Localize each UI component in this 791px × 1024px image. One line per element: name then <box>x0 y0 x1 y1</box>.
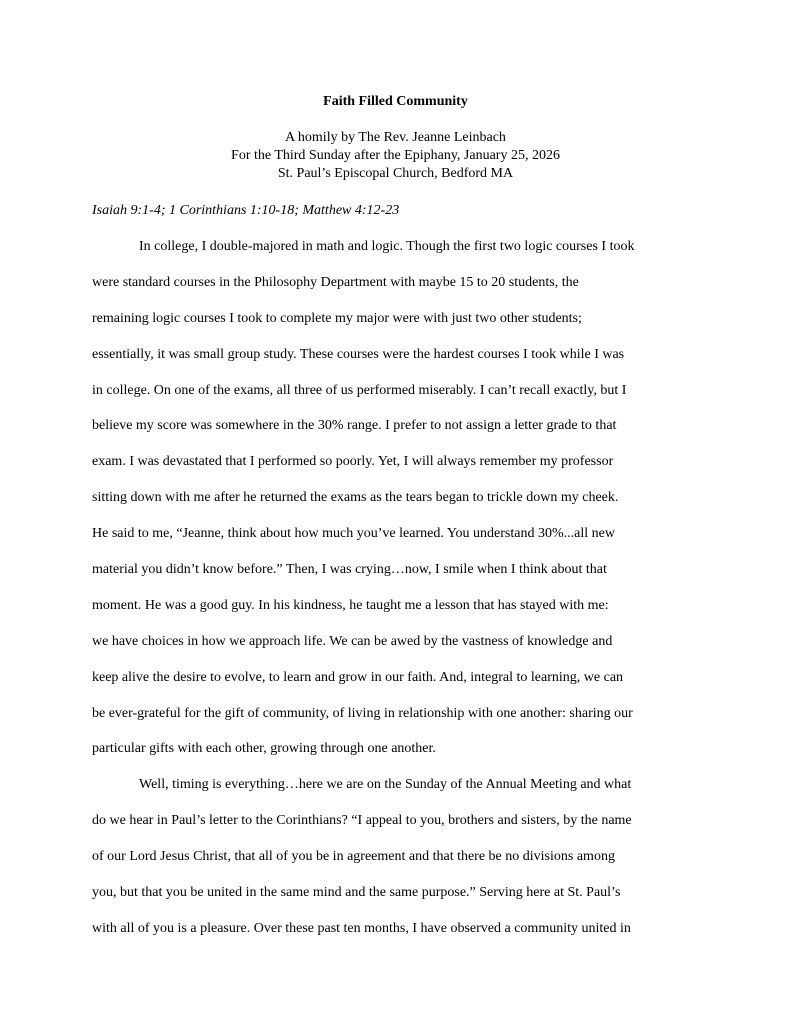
body-line: Well, timing is everything…here we are on the Sunday of the Annual Meeting and what <box>139 777 632 792</box>
body-line: He said to me, “Jeanne, think about how much you’ve learned. You understand 30%...all new <box>92 526 615 541</box>
body-line: material you didn’t know before.” Then, I was crying…now, I smile when I think about that <box>92 562 607 577</box>
body-line: with all of you is a pleasure. Over these past ten months, I have observed a community united in <box>92 921 631 936</box>
byline: A homily by The Rev. Jeanne Leinbach <box>285 130 506 145</box>
body-line: remaining logic courses I took to complete my major were with just two other students; <box>92 311 582 326</box>
body-line: exam. I was devastated that I performed so poorly. Yet, I will always remember my professor <box>92 454 614 469</box>
body-line: In college, I double-majored in math and logic. Though the first two logic courses I took <box>139 239 635 254</box>
body-line: of our Lord Jesus Christ, that all of you be in agreement and that there be no divisions among <box>92 849 615 864</box>
body-line: we have choices in how we approach life. We can be awed by the vastness of knowledge and <box>92 634 613 649</box>
body-line: be ever-grateful for the gift of community, of living in relationship with one another: sharing our <box>92 706 633 721</box>
body-line: you, but that you be united in the same mind and the same purpose.” Serving here at St. Paul’s <box>92 885 621 900</box>
document-title: Faith Filled Community <box>323 94 468 109</box>
body-line: moment. He was a good guy. In his kindness, he taught me a lesson that has stayed with me: <box>92 598 609 613</box>
body-line: keep alive the desire to evolve, to learn and grow in our faith. And, integral to learning, we can <box>92 670 624 685</box>
body-line: particular gifts with each other, growing through one another. <box>92 741 436 756</box>
body-line: sitting down with me after he returned the exams as the tears began to trickle down my cheek. <box>92 490 619 505</box>
occasion-line: For the Third Sunday after the Epiphany, January 25, 2026 <box>231 148 560 163</box>
location-line: St. Paul’s Episcopal Church, Bedford MA <box>277 166 514 181</box>
body-line: essentially, it was small group study. These courses were the hardest courses I took while I was <box>92 347 625 362</box>
body-line: were standard courses in the Philosophy Department with maybe 15 to 20 students, the <box>92 275 579 290</box>
body-line: in college. On one of the exams, all three of us performed miserably. I can’t recall exactly, but I <box>92 383 627 398</box>
body-line: believe my score was somewhere in the 30% range. I prefer to not assign a letter grade to that <box>92 418 617 433</box>
scripture-readings: Isaiah 9:1-4; 1 Corinthians 1:10-18; Matthew 4:12-23 <box>92 203 400 218</box>
body-line: do we hear in Paul’s letter to the Corinthians? “I appeal to you, brothers and sisters, by the name <box>92 813 632 828</box>
